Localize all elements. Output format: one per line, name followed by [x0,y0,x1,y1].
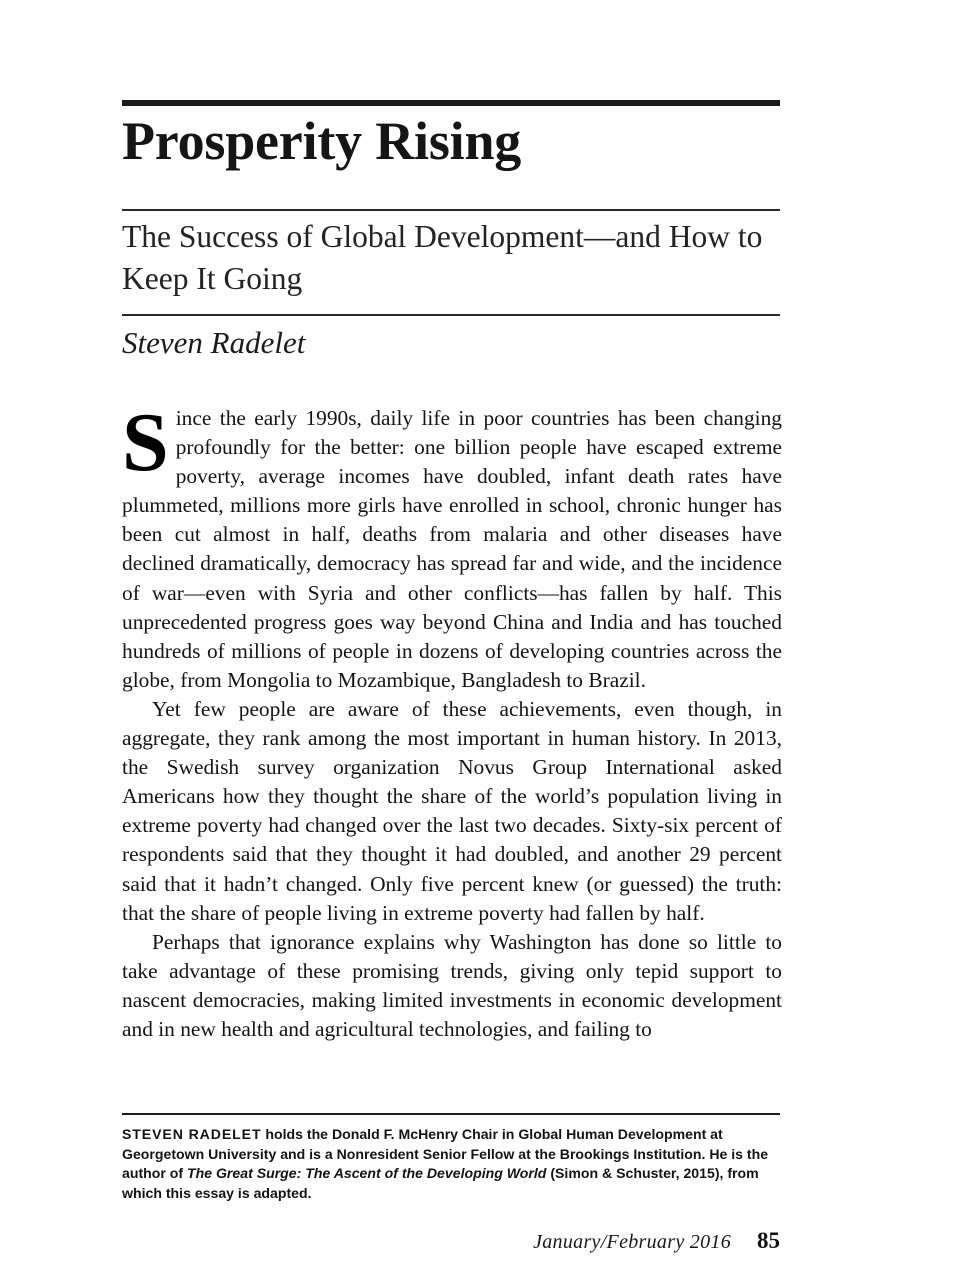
body-paragraph-3: Perhaps that ignorance explains why Washington has done so little to take advantage of these promising trends, giving only tepid support to nascent democracies, making limited investments in economic development and in new health and agricultural technologies, and failing to [122,929,782,1041]
author-bio-text-before-book: holds the Donald F. McHenry Chair in Global Human Development at Georgetown University and is a Nonresident Senior Fellow at the Brookings Institution. He is the author of [122,1126,769,1182]
article-subtitle: The Success of Global Development—and How to Keep It Going [122,219,763,296]
footnote-divider-rule [122,1113,780,1115]
title-subtitle-divider [122,209,780,211]
author-bio-note [122,1125,786,1203]
author-bio-book-title: The Great Surge: The Ascent of the Developing World [186,1165,547,1182]
page-number: 85 [757,1228,780,1253]
body-paragraph-2: Yet few people are aware of these achievements, even though, in aggregate, they rank among the most important in human history. In 2013, the Swedish survey organization Novus Group International asked Americans how they thought the share of the world’s population living in extreme poverty had changed over the last two decades. Sixty-six percent of respondents said that they thought it had doubled, and another 29 percent said that it hadn’t changed. Only five percent knew (or guessed) the truth: that the share of people living in extreme poverty had fallen by half. [122,696,782,925]
subtitle-author-divider [122,314,780,316]
page-title: Prosperity Rising [122,111,522,171]
author-bio-name: STEVEN RADELET [122,1126,262,1142]
masthead-top-rule [122,100,780,106]
issue-date: January/February 2016 [533,1231,731,1253]
article-body [122,396,782,1044]
body-paragraph-1: Since the early 1990s, daily life in poor countries has been changing profoundly for the better: one billion people have escaped extreme poverty, average incomes have doubled, infant death rates have plummeted, millions more girls have enrolled in school, chronic hunger has been cut almost in half, deaths from malaria and other diseases have declined dramatically, democracy has spread far and wide, and the incidence of war—even with Syria and other conflicts—has fallen by half. This unprecedented progress goes way beyond China and India and has touched hundreds of millions of people in dozens of developing countries across the globe, from Mongolia to Mozambique, Bangladesh to Brazil. [122,396,782,692]
article-author-byline: Steven Radelet [122,325,306,360]
page-content-column [122,0,780,1280]
page-footer [122,1228,780,1254]
author-bio-text-after-book: (Simon & Schuster, 2015), from which this essay is adapted. [122,1165,759,1201]
